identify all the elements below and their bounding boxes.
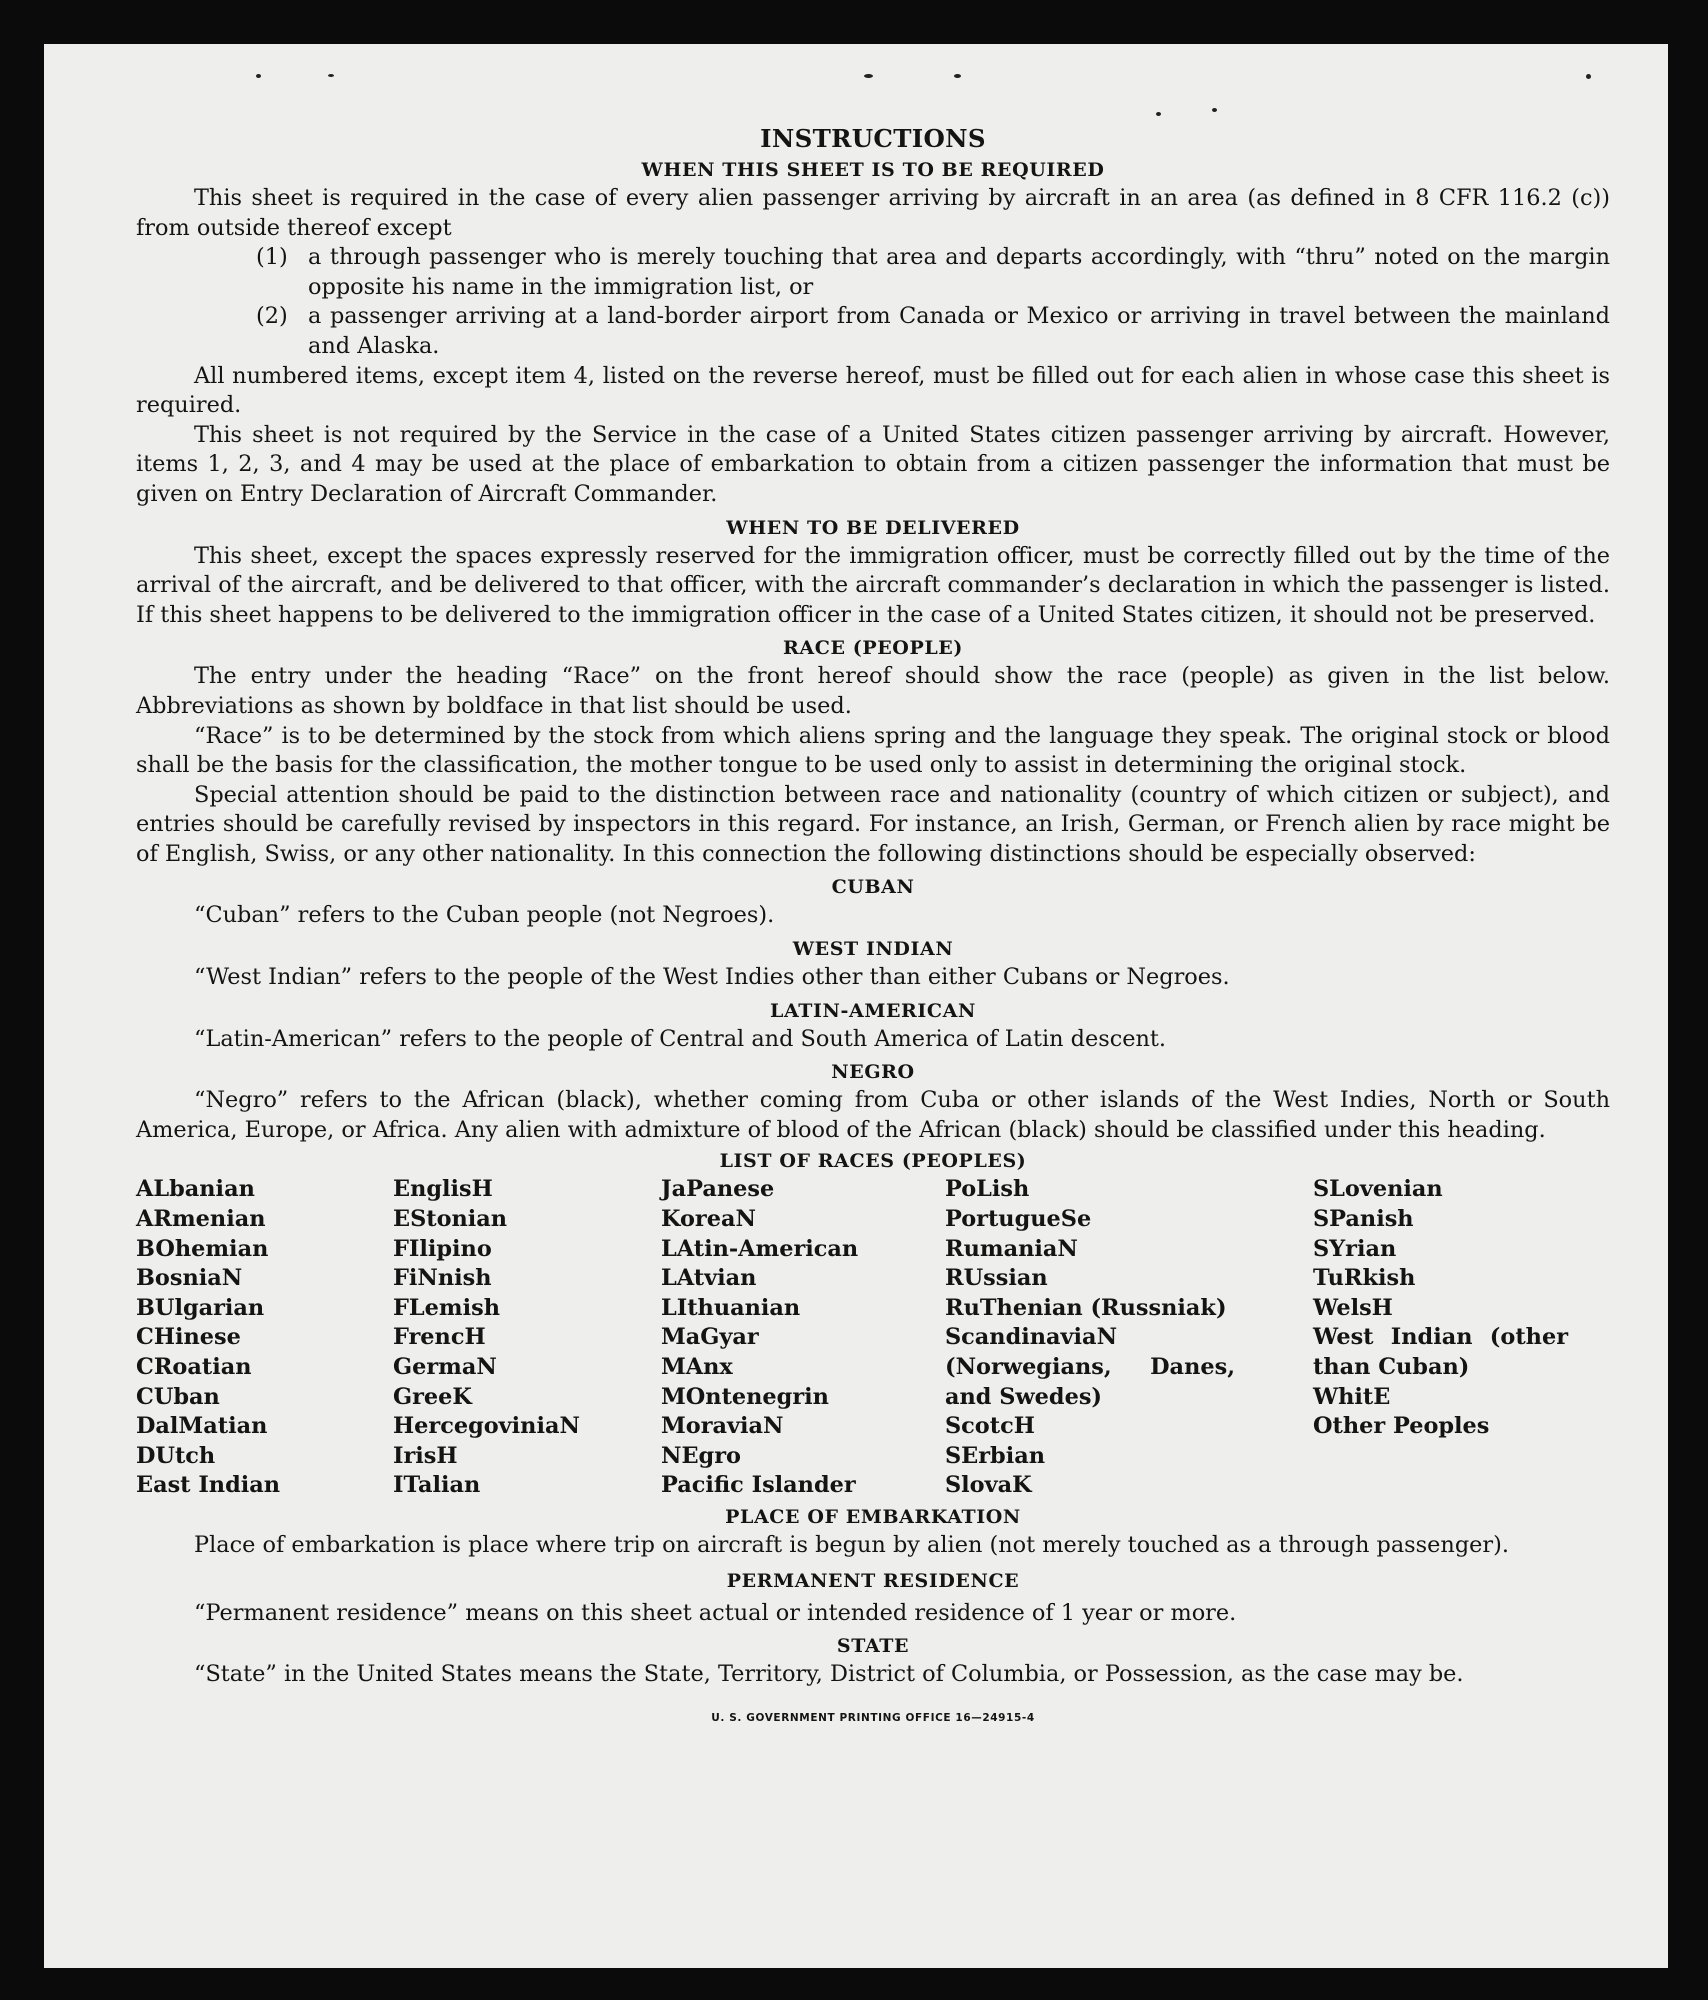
races-column-3: [661, 1175, 945, 1501]
race-entry: NEgro: [661, 1442, 741, 1469]
race-entry: LAtvian: [661, 1265, 757, 1292]
scan-speck: [328, 74, 334, 77]
races-column-2: [393, 1175, 661, 1501]
para-west-indian: “West Indian” refers to the people of the West Indies other than either Cubans or Negroes.: [194, 964, 1230, 991]
race-entry: BUlgarian: [136, 1294, 265, 1321]
race-entry: CHinese: [136, 1324, 241, 1351]
race-entry: CUban: [136, 1383, 220, 1410]
heading-negro: NEGRO: [831, 1061, 915, 1084]
heading-when-required: WHEN THIS SHEET IS TO BE REQUIRED: [641, 159, 1105, 181]
race-entry: MaGyar: [661, 1324, 759, 1351]
scan-speck: [1212, 108, 1217, 112]
race-entry: MAnx: [661, 1354, 733, 1380]
race-entry: SErbian: [945, 1442, 1045, 1469]
para-when-required-1: This sheet is required in the case of every alien passenger arriving by aircraft in an area (as defined in 8 CFR 116.2 (c)) from outside thereof except: [136, 185, 1610, 241]
heading-list-of-races: LIST OF RACES (PEOPLES): [719, 1150, 1027, 1173]
race-entry: BosniaN: [136, 1265, 243, 1292]
race-entry: MOntenegrin: [661, 1383, 829, 1410]
races-list: [136, 1175, 1610, 1501]
scan-speck: [1586, 74, 1591, 79]
para-when-delivered: This sheet, except the spaces expressly reserved for the immigration officer, must be correctly filled out by the time of the arrival of the aircraft, and be delivered to that officer, with the aircraft commander’s declaration in which the passenger is listed. If this sheet happens to be delivered to the immigration officer in the case of a United States citizen, it should not be preserved.: [136, 542, 1610, 628]
heading-when-delivered: WHEN TO BE DELIVERED: [726, 516, 1020, 539]
race-entry: GermaN: [393, 1354, 497, 1380]
race-entry: JaPanese: [661, 1176, 775, 1203]
race-entry: EnglisH: [393, 1176, 493, 1203]
page-title: INSTRUCTIONS: [760, 124, 986, 153]
race-entry: DUtch: [136, 1442, 216, 1469]
race-entry: FrencH: [393, 1324, 486, 1351]
para-residence: “Permanent residence” means on this sheet actual or intended residence of 1 year or more.: [194, 1599, 1237, 1626]
race-entry: SlovaK: [945, 1472, 1032, 1499]
scan-speck: [954, 74, 961, 78]
heading-residence: PERMANENT RESIDENCE: [726, 1569, 1020, 1592]
race-entry: LAtin-American: [661, 1235, 859, 1262]
list-item: [136, 243, 1610, 302]
para-embarkation: Place of embarkation is place where trip on aircraft is begun by alien (not merely touched as a through passenger).: [194, 1531, 1509, 1558]
para-when-required-3: This sheet is not required by the Service in the case of a United States citizen passenger arriving by aircraft. However, items 1, 2, 3, and 4 may be used at the place of embarkation to obtain from a citizen passenger the information that must be given on Entry Declaration of Aircraft Commander.: [136, 421, 1610, 507]
race-entry: ALbanian: [136, 1176, 255, 1203]
race-entry: ScandinaviaN (Norwegians, Danes, and Swedes): [945, 1324, 1235, 1410]
race-entry: RUssian: [945, 1265, 1048, 1292]
heading-cuban: CUBAN: [831, 876, 915, 899]
race-entry: HercegoviniaN: [393, 1413, 580, 1440]
race-entry: East Indian: [136, 1472, 281, 1499]
race-entry: IrisH: [393, 1442, 458, 1469]
printing-office-footer: U. S. GOVERNMENT PRINTING OFFICE 16—24915-4: [711, 1711, 1035, 1724]
race-entry: BOhemian: [136, 1235, 269, 1262]
races-column-4: [945, 1175, 1313, 1501]
heading-latin-american: LATIN-AMERICAN: [770, 999, 976, 1022]
scan-speck: [864, 74, 873, 78]
item-text: a through passenger who is merely touching that area and departs accordingly, with “thru” noted on the margin opposite his name in the immigration list, or: [308, 244, 1610, 300]
race-entry: MoraviaN: [661, 1413, 784, 1440]
races-column-1: [136, 1175, 393, 1501]
para-state: “State” in the United States means the State, Territory, District of Columbia, or Possession, as the case may be.: [194, 1661, 1464, 1688]
race-entry: KoreaN: [661, 1206, 756, 1233]
instructions-content: [136, 122, 1610, 1733]
race-entry: PortugueSe: [945, 1206, 1092, 1233]
race-entry: SYrian: [1313, 1235, 1397, 1262]
item-number: (1): [256, 244, 288, 271]
race-entry: EStonian: [393, 1206, 508, 1233]
race-entry: West Indian (other than Cuban): [1313, 1324, 1568, 1380]
race-entry: ScotcH: [945, 1413, 1035, 1440]
para-cuban: “Cuban” refers to the Cuban people (not Negroes).: [194, 902, 775, 929]
race-entry: PoLish: [945, 1176, 1030, 1203]
scan-speck: [1156, 112, 1161, 116]
race-entry: TuRkish: [1313, 1265, 1416, 1292]
race-entry: FLemish: [393, 1294, 500, 1321]
race-entry: LIthuanian: [661, 1294, 801, 1321]
heading-state: STATE: [836, 1635, 910, 1658]
item-text: a passenger arriving at a land-border airport from Canada or Mexico or arriving in travel between the mainland and Alaska.: [308, 303, 1610, 359]
para-race-3: Special attention should be paid to the distinction between race and nationality (country of which citizen or subject), and entries should be carefully revised by inspectors in this regard. For instance, an Irish, German, or French alien by race might be of English, Swiss, or any other nationality. In this connection the following distinctions should be especially observed:: [136, 781, 1610, 867]
race-entry: GreeK: [393, 1383, 472, 1410]
item-number: (2): [256, 303, 288, 330]
races-column-5: [1313, 1175, 1610, 1501]
heading-race: RACE (PEOPLE): [783, 637, 963, 660]
race-entry: SLovenian: [1313, 1176, 1443, 1203]
para-latin-american: “Latin-American” refers to the people of Central and South America of Latin descent.: [194, 1025, 1167, 1052]
race-entry: DalMatian: [136, 1413, 268, 1440]
race-entry: FiNnish: [393, 1265, 492, 1292]
race-entry: CRoatian: [136, 1354, 252, 1380]
para-negro: “Negro” refers to the African (black), whether coming from Cuba or other islands of the West Indies, North or South America, Europe, or Africa. Any alien with admixture of blood of the African (black) should be classified under this heading.: [136, 1087, 1610, 1143]
race-entry: SPanish: [1313, 1206, 1414, 1233]
race-entry: Pacific Islander: [661, 1472, 856, 1499]
heading-embarkation: PLACE OF EMBARKATION: [725, 1505, 1021, 1528]
list-item: [136, 302, 1610, 361]
race-entry: ARmenian: [136, 1206, 266, 1233]
race-entry: WelsH: [1313, 1294, 1393, 1321]
heading-west-indian: WEST INDIAN: [792, 938, 954, 961]
scan-speck: [256, 74, 261, 78]
race-entry: FIlipino: [393, 1235, 492, 1262]
race-entry: WhitE: [1313, 1383, 1391, 1410]
race-entry: Other Peoples: [1313, 1413, 1490, 1440]
para-race-1: The entry under the heading “Race” on the front hereof should show the race (people) as given in the list below. Abbreviations as shown by boldface in that list should be used.: [136, 663, 1610, 719]
race-entry: RuThenian (Russniak): [945, 1294, 1227, 1321]
para-when-required-2: All numbered items, except item 4, listed on the reverse hereof, must be filled out for each alien in whose case this sheet is required.: [136, 362, 1610, 419]
para-race-2: “Race” is to be determined by the stock from which aliens spring and the language they speak. The original stock or blood shall be the basis for the classification, the mother tongue to be used only to assist in determining the original stock.: [136, 722, 1610, 779]
race-entry: RumaniaN: [945, 1235, 1078, 1262]
race-entry: ITalian: [393, 1472, 481, 1499]
document-sheet: [44, 44, 1668, 1968]
